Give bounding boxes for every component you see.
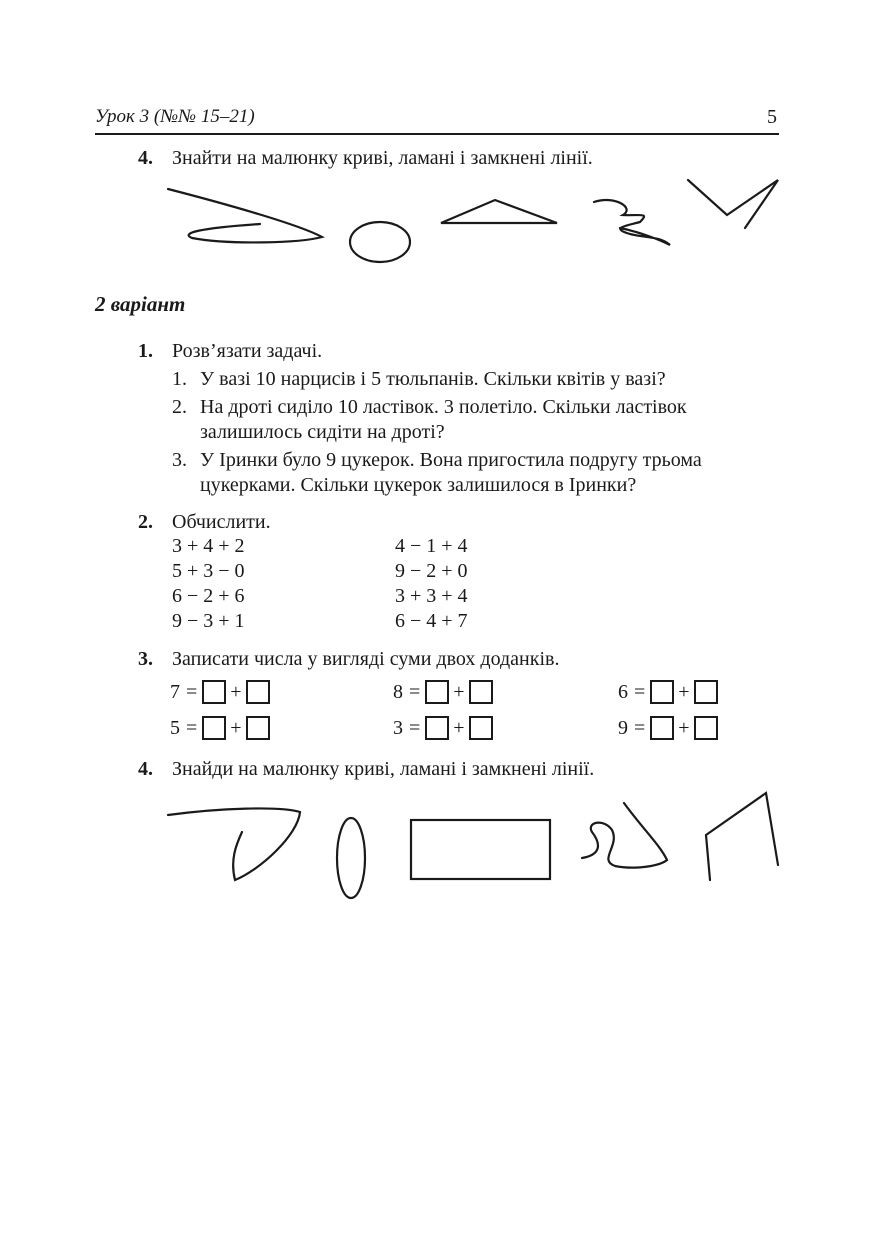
sum-equation — [393, 716, 493, 740]
sum-equation — [170, 716, 270, 740]
answer-box[interactable] — [650, 716, 674, 740]
header-divider — [95, 133, 779, 135]
problem1-line1: У вазі 10 нарцисів і 5 тюльпанів. Скільки квітів у вазі? — [200, 368, 666, 390]
bottom-oval — [337, 818, 365, 898]
answer-box[interactable] — [202, 716, 226, 740]
sum-equation — [393, 680, 493, 704]
expression-left-3: 6 − 2 + 6 — [172, 585, 245, 607]
equals-sign: = — [186, 680, 198, 703]
answer-box[interactable] — [425, 716, 449, 740]
top-task-number: 4. — [138, 147, 153, 169]
top-polyline — [688, 180, 778, 228]
top-oval — [350, 222, 410, 262]
answer-box[interactable] — [202, 680, 226, 704]
plus-sign: + — [230, 716, 242, 739]
sum-number: 8 — [393, 680, 403, 703]
plus-sign: + — [678, 716, 690, 739]
problem3-line1: У Іринки було 9 цукерок. Вона пригостила подругу трьома — [200, 449, 702, 471]
answer-box[interactable] — [425, 680, 449, 704]
plus-sign: + — [453, 680, 465, 703]
task3-number: 3. — [138, 648, 153, 670]
answer-box[interactable] — [469, 716, 493, 740]
top-zigzag-curve — [594, 200, 670, 245]
top-triangle — [441, 200, 557, 223]
sum-number: 3 — [393, 716, 403, 739]
task3-text: Записати числа у вигляді суми двох доданків. — [172, 648, 560, 670]
expression-left-1: 3 + 4 + 2 — [172, 535, 245, 557]
sum-equation — [618, 680, 718, 704]
equals-sign: = — [409, 716, 421, 739]
bottom-polyline — [706, 793, 778, 880]
sum-number: 5 — [170, 716, 180, 739]
expression-right-4: 6 − 4 + 7 — [395, 610, 468, 632]
task2-text: Обчислити. — [172, 511, 271, 533]
answer-box[interactable] — [246, 716, 270, 740]
plus-sign: + — [230, 680, 242, 703]
bottom-curve — [168, 808, 300, 880]
task1-number: 1. — [138, 340, 153, 362]
equals-sign: = — [409, 680, 421, 703]
answer-box[interactable] — [650, 680, 674, 704]
problem2-line2: залишилось сидіти на дроті? — [200, 421, 445, 443]
expression-right-3: 3 + 3 + 4 — [395, 585, 468, 607]
sum-number: 9 — [618, 716, 628, 739]
bottom-rectangle — [411, 820, 550, 879]
expression-left-2: 5 + 3 − 0 — [172, 560, 245, 582]
problem3-line2: цукерками. Скільки цукерок залишилося в Іринки? — [200, 474, 637, 496]
sum-number: 6 — [618, 680, 628, 703]
expression-right-1: 4 − 1 + 4 — [395, 535, 468, 557]
expression-right-2: 9 − 2 + 0 — [395, 560, 468, 582]
problem1-number: 1. — [172, 368, 187, 390]
equals-sign: = — [634, 716, 646, 739]
plus-sign: + — [453, 716, 465, 739]
sum-equation — [170, 680, 270, 704]
equals-sign: = — [186, 716, 198, 739]
equals-sign: = — [634, 680, 646, 703]
lesson-title: Урок 3 (№№ 15–21) — [95, 106, 255, 127]
plus-sign: + — [678, 680, 690, 703]
page-number: 5 — [767, 106, 777, 128]
expression-left-4: 9 − 3 + 1 — [172, 610, 245, 632]
answer-box[interactable] — [694, 716, 718, 740]
answer-box[interactable] — [246, 680, 270, 704]
top-curve-loop — [168, 189, 322, 242]
answer-box[interactable] — [694, 680, 718, 704]
variant-title: 2 варіант — [95, 292, 186, 316]
top-task-text: Знайти на малюнку криві, ламані і замкнені лінії. — [172, 147, 593, 169]
bottom-squiggle — [582, 803, 667, 868]
sum-number: 7 — [170, 680, 180, 703]
task2-number: 2. — [138, 511, 153, 533]
problem3-number: 3. — [172, 449, 187, 471]
task4-text: Знайди на малюнку криві, ламані і замкнені лінії. — [172, 758, 595, 780]
task4-number: 4. — [138, 758, 153, 780]
answer-box[interactable] — [469, 680, 493, 704]
problem2-line1: На дроті сиділо 10 ластівок. 3 полетіло. Скільки ластівок — [200, 396, 687, 418]
task1-text: Розв’язати задачі. — [172, 340, 323, 362]
problem2-number: 2. — [172, 396, 187, 418]
sum-equation — [618, 716, 718, 740]
